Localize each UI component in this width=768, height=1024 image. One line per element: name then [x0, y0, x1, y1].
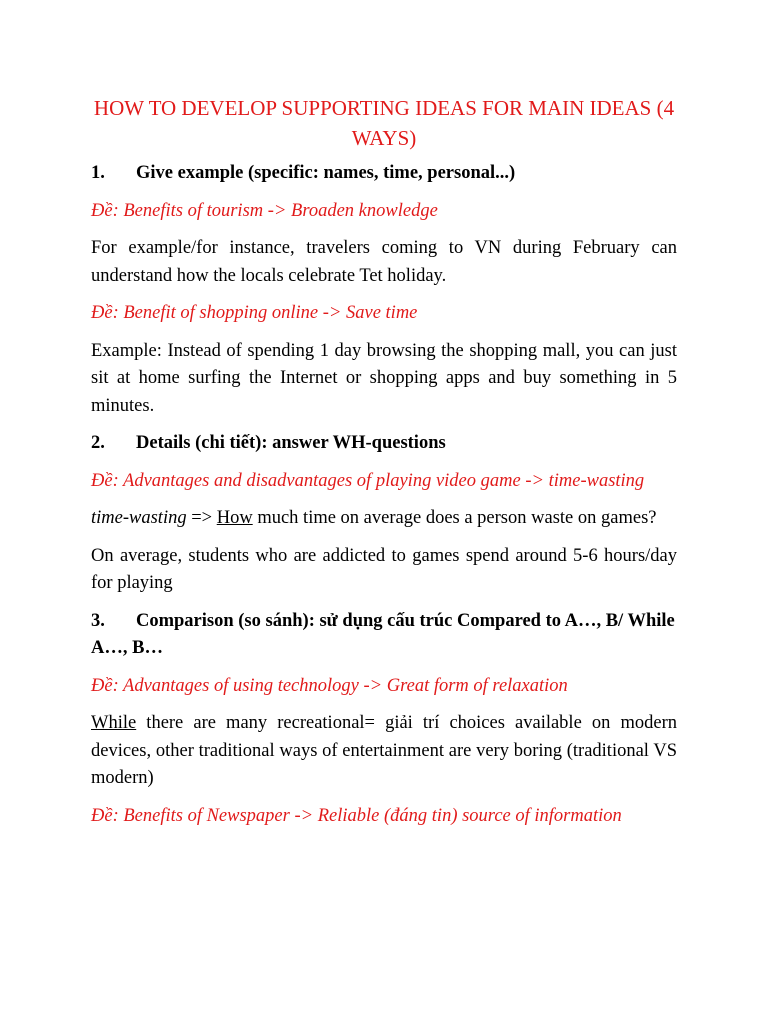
topic-prompt: Đề: Advantages and disadvantages of playing video game -> time-wasting — [91, 470, 645, 491]
topic-prompt: Đề: Advantages of using technology -> Great form of relaxation — [91, 675, 568, 696]
document-content — [91, 93, 677, 840]
section-heading-text: Details (chi tiết): answer WH-questions — [136, 433, 446, 453]
section-number: 2. — [91, 433, 105, 453]
underlined-word: While — [91, 713, 137, 733]
comparison-paragraph — [91, 710, 677, 793]
section-number: 3. — [91, 610, 105, 631]
section-heading-3 — [91, 608, 677, 663]
question-paragraph — [91, 505, 677, 533]
topic-prompt: Đề: Benefits of Newspaper -> Reliable (đáng tin) source of information — [91, 805, 622, 826]
underlined-word: How — [216, 508, 253, 528]
comparison-text: there are many recreational= giải trí choices available on modern devices, other traditional ways of entertainment are very boring (traditional VS modern) — [91, 713, 677, 788]
arrow-text: => — [186, 508, 217, 528]
section-heading-text: Give example (specific: names, time, personal...) — [136, 163, 516, 183]
question-text: much time on average does a person waste on games? — [252, 508, 657, 528]
topic-prompt: Đề: Benefits of tourism -> Broaden knowledge — [91, 200, 438, 221]
example-paragraph: For example/for instance, travelers coming to VN during February can understand how the locals celebrate Tet holiday. — [91, 238, 677, 286]
topic-prompt: Đề: Benefit of shopping online -> Save time — [91, 303, 418, 323]
section-number: 1. — [91, 163, 105, 183]
answer-paragraph: On average, students who are addicted to games spend around 5-6 hours/day for playing — [91, 545, 677, 593]
section-heading-2 — [91, 430, 677, 458]
page-title: HOW TO DEVELOP SUPPORTING IDEAS FOR MAIN IDEAS (4 WAYS) — [93, 96, 675, 150]
section-heading-text: Comparison (so sánh): sử dụng cấu trúc Compared to A…, B/ While A…, B… — [91, 610, 675, 658]
italic-term: time-wasting — [91, 508, 187, 528]
section-heading-1 — [91, 160, 677, 188]
example-paragraph: Example: Instead of spending 1 day browsing the shopping mall, you can just sit at home surfing the Internet or shopping apps and buy something in 5 minutes. — [91, 340, 677, 416]
